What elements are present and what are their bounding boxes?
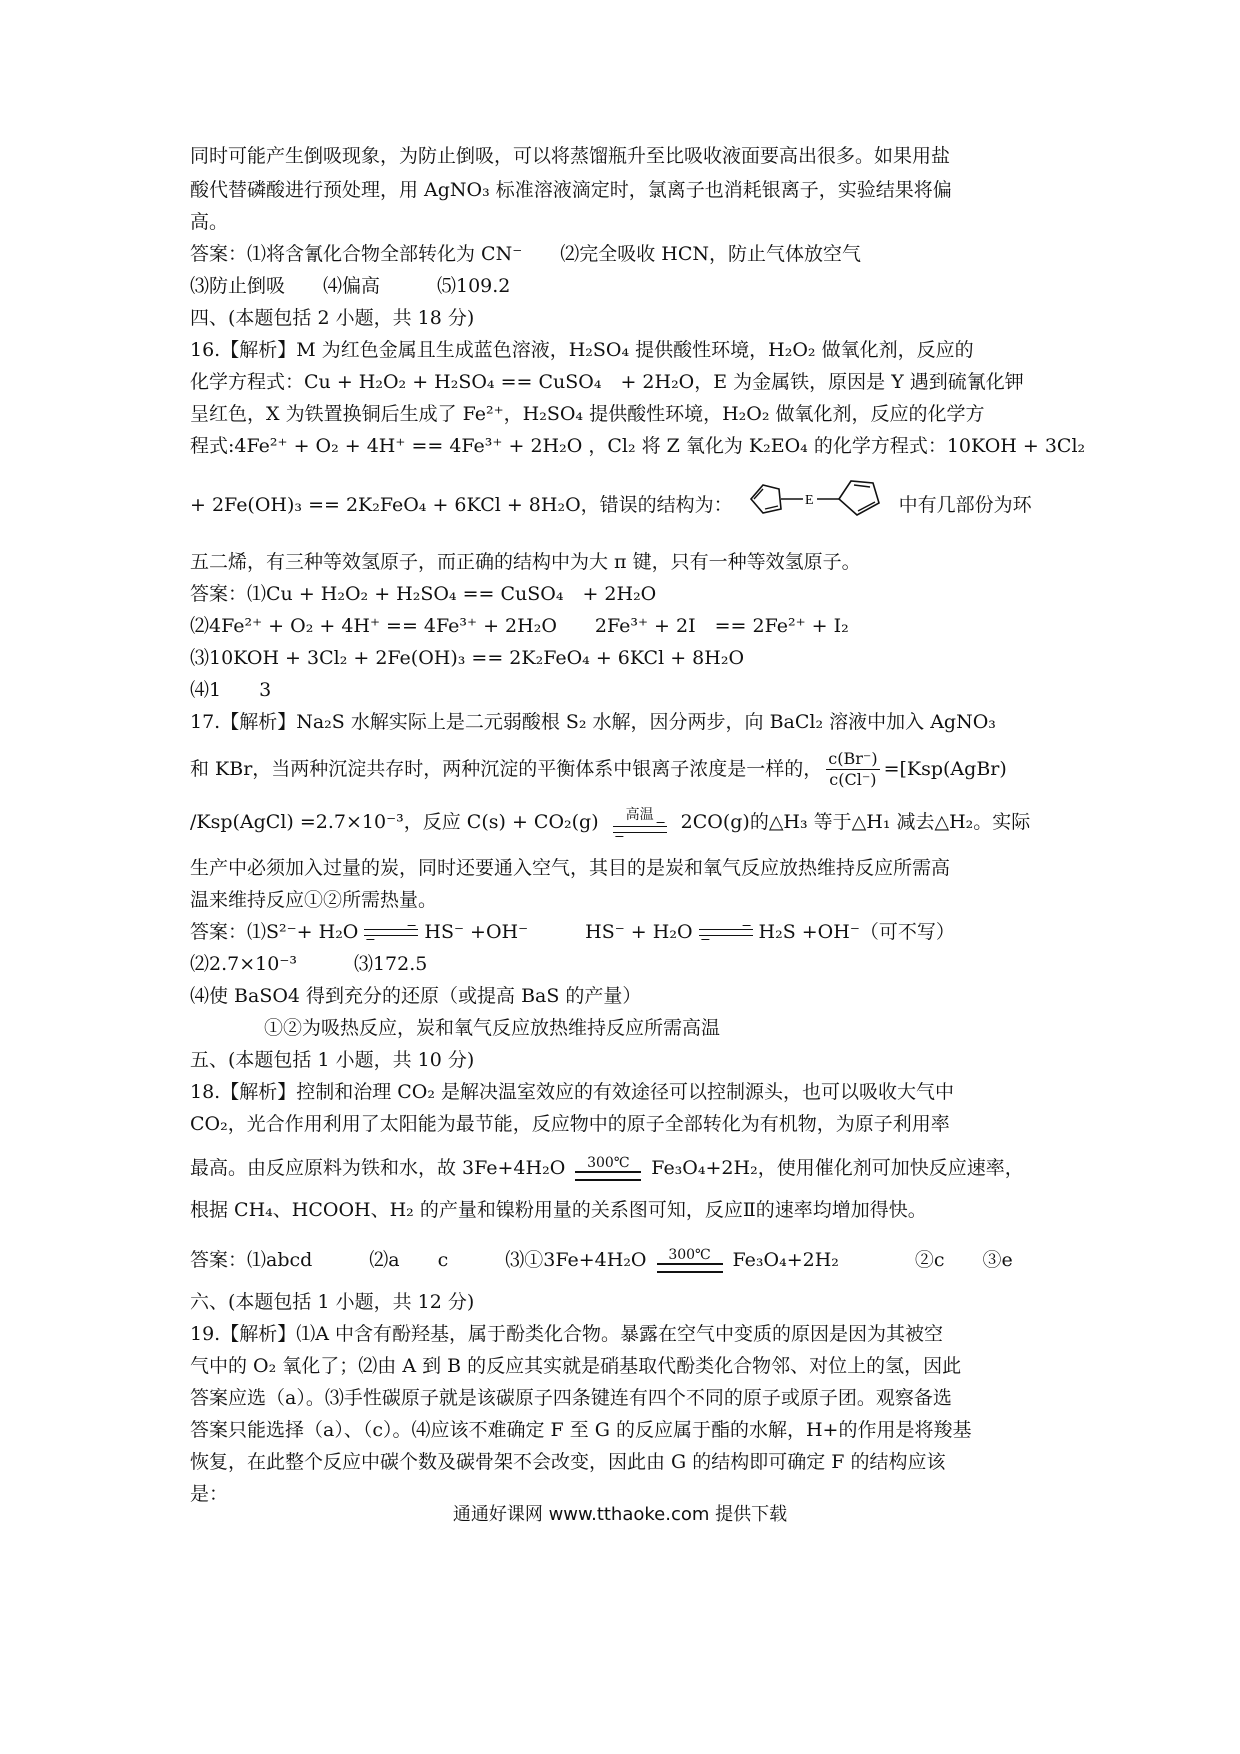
text-fragment: /Ksp(AgCl) =2.7×10⁻³，反应 C(s) + CO₂(g) <box>190 811 599 833</box>
text-line-with-structure <box>190 470 1032 540</box>
answer-line: ⑷1 3 <box>190 679 272 701</box>
equilibrium-arrow-icon <box>613 822 667 836</box>
answer-line <box>190 1238 1013 1282</box>
text-line: 答案只能选择（a）、（c）。⑷应该不难确定 F 至 G 的反应属于酯的水解，H+的作用是将羧基 <box>190 1419 972 1441</box>
text-fragment: 和 KBr，当两种沉淀共存时，两种沉淀的平衡体系中银离子浓度是一样的， <box>190 758 823 780</box>
ferrocene-structure-diagram <box>741 469 891 541</box>
fraction-numerator: c(Br⁻) <box>828 748 878 768</box>
text-fragment: 最高。由反应原料为铁和水，故 3Fe+4H₂O <box>190 1157 566 1179</box>
text-line: 恢复，在此整个反应中碳个数及碳骨架不会改变，因此由 G 的结构即可确定 F 的结构应该 <box>190 1451 946 1473</box>
text-fragment: + 2Fe(OH)₃ == 2K₂FeO₄ + 6KCl + 8H₂O，错误的结构为： <box>190 494 733 516</box>
text-line-with-equilibrium <box>190 800 1030 844</box>
text-line: 根据 CH₄、HCOOH、H₂ 的产量和镍粉用量的关系图可知，反应Ⅱ的速率均增加得快。 <box>190 1199 927 1221</box>
text-line: 是： <box>190 1483 229 1505</box>
text-line: 化学方程式：Cu + H₂O₂ + H₂SO₄ == CuSO₄ + 2H₂O，E 为金属铁，原因是 Y 遇到硫氰化钾 <box>190 371 1024 393</box>
answer-line: ⑶10KOH + 3Cl₂ + 2Fe(OH)₃ == 2K₂FeO₄ + 6KCl + 8H₂O <box>190 647 745 669</box>
text-line: 17.【解析】Na₂S 水解实际上是二元弱酸根 S₂ 水解，因分两步，向 BaCl₂ 溶液中加入 AgNO₃ <box>190 711 996 733</box>
text-line: 呈红色，X 为铁置换铜后生成了 Fe²⁺，H₂SO₄ 提供酸性环境，H₂O₂ 做氧化剂，反应的化学方 <box>190 403 985 425</box>
equals-sign-icon <box>657 1263 723 1273</box>
answer-line: ①②为吸热反应，炭和氧气反应放热维持反应所需高温 <box>264 1017 721 1039</box>
answer-line: 答案：⑴将含氰化合物全部转化为 CN⁻ ⑵完全吸收 HCN，防止气体放空气 <box>190 243 862 265</box>
equilibrium-arrow-icon <box>364 925 418 939</box>
reaction-condition <box>575 1155 641 1181</box>
text-line-with-condition <box>190 1146 1024 1190</box>
equilibrium-arrow-icon <box>699 925 753 939</box>
molecule-label-e: E <box>804 493 814 508</box>
condition-label: 高温 <box>625 807 654 823</box>
text-line: 16.【解析】M 为红色金属且生成蓝色溶液，H₂SO₄ 提供酸性环境，H₂O₂ 做氧化剂，反应的 <box>190 339 974 361</box>
answer-line <box>190 916 955 948</box>
text-fragment: 答案：⑴S²⁻+ H₂O <box>190 921 359 943</box>
text-line: 答案应选（a）。⑶手性碳原子就是该碳原子四条键连有四个不同的原子或原子团。观察备选 <box>190 1387 952 1409</box>
text-fragment: H₂S +OH⁻（可不写） <box>758 921 955 943</box>
answer-line: ⑵2.7×10⁻³ ⑶172.5 <box>190 953 428 975</box>
text-fragment: 中有几部份为环 <box>898 494 1032 516</box>
condition-label: 300℃ <box>668 1247 711 1263</box>
answer-line: ⑵4Fe²⁺ + O₂ + 4H⁺ == 4Fe³⁺ + 2H₂O 2Fe³⁺ + 2I == 2Fe²⁺ + I₂ <box>190 615 849 637</box>
equals-sign-icon <box>575 1171 641 1181</box>
answer-line: ⑷使 BaSO4 得到充分的还原（或提高 BaS 的产量） <box>190 985 642 1007</box>
text-fragment: =[Ksp(AgBr) <box>883 758 1007 780</box>
text-line: 气中的 O₂ 氧化了；⑵由 A 到 B 的反应其实就是硝基取代酚类化合物邻、对位上的氢，因此 <box>190 1355 962 1377</box>
page-footer: 通通好课网 www.tthaoke.com 提供下载 <box>452 1504 788 1525</box>
text-line: 18.【解析】控制和治理 CO₂ 是解决温室效应的有效途径可以控制源头，也可以吸收大气中 <box>190 1081 955 1103</box>
section-heading: 六、(本题包括 1 小题，共 12 分) <box>190 1291 475 1313</box>
text-line: 五二烯，有三种等效氢原子，而正确的结构中为大 π 键，只有一种等效氢原子。 <box>190 551 861 573</box>
text-line-with-fraction <box>190 744 1007 794</box>
text-line: 19.【解析】⑴A 中含有酚羟基，属于酚类化合物。暴露在空气中变质的原因是因为其被空 <box>190 1323 943 1345</box>
text-line: 酸代替磷酸进行预处理，用 AgNO₃ 标准溶液滴定时，氯离子也消耗银离子，实验结果将偏 <box>190 179 952 201</box>
answer-line: ⑶防止倒吸 ⑷偏高 ⑸109.2 <box>190 275 511 297</box>
text-fragment: 2CO(g)的△H₃ 等于△H₁ 减去△H₂。实际 <box>680 811 1031 833</box>
text-line: 高。 <box>190 211 229 233</box>
text-line: 同时可能产生倒吸现象，为防止倒吸，可以将蒸馏瓶升至比吸收液面要高出很多。如果用盐 <box>190 145 951 167</box>
concentration-ratio <box>826 749 879 790</box>
text-fragment: 答案：⑴abcd ⑵a c ⑶①3Fe+4H₂O <box>190 1249 647 1271</box>
section-heading: 五、(本题包括 1 小题，共 10 分) <box>190 1049 475 1071</box>
section-heading: 四、(本题包括 2 小题，共 18 分) <box>190 307 475 329</box>
condition-label: 300℃ <box>587 1155 630 1171</box>
fraction-denominator: c(Cl⁻) <box>829 769 877 789</box>
reaction-condition <box>607 808 673 836</box>
text-line: 程式:4Fe²⁺ + O₂ + 4H⁺ == 4Fe³⁺ + 2H₂O ，Cl₂ 将 Z 氧化为 K₂EO₄ 的化学方程式：10KOH + 3Cl₂ <box>190 435 1086 457</box>
reaction-condition <box>657 1247 723 1273</box>
text-fragment: Fe₃O₄+2H₂ ②c ③e <box>732 1249 1013 1271</box>
text-line: CO₂，光合作用利用了太阳能为最节能，反应物中的原子全部转化为有机物，为原子利用率 <box>190 1113 950 1135</box>
text-line: 生产中必须加入过量的炭，同时还要通入空气，其目的是炭和氧气反应放热维持反应所需高 <box>190 857 951 879</box>
answer-line: 答案：⑴Cu + H₂O₂ + H₂SO₄ == CuSO₄ + 2H₂O <box>190 583 657 605</box>
text-line: 温来维持反应①②所需热量。 <box>190 889 438 911</box>
text-fragment: Fe₃O₄+2H₂，使用催化剂可加快反应速率， <box>651 1157 1024 1179</box>
text-fragment: HS⁻ +OH⁻ HS⁻ + H₂O <box>424 921 693 943</box>
